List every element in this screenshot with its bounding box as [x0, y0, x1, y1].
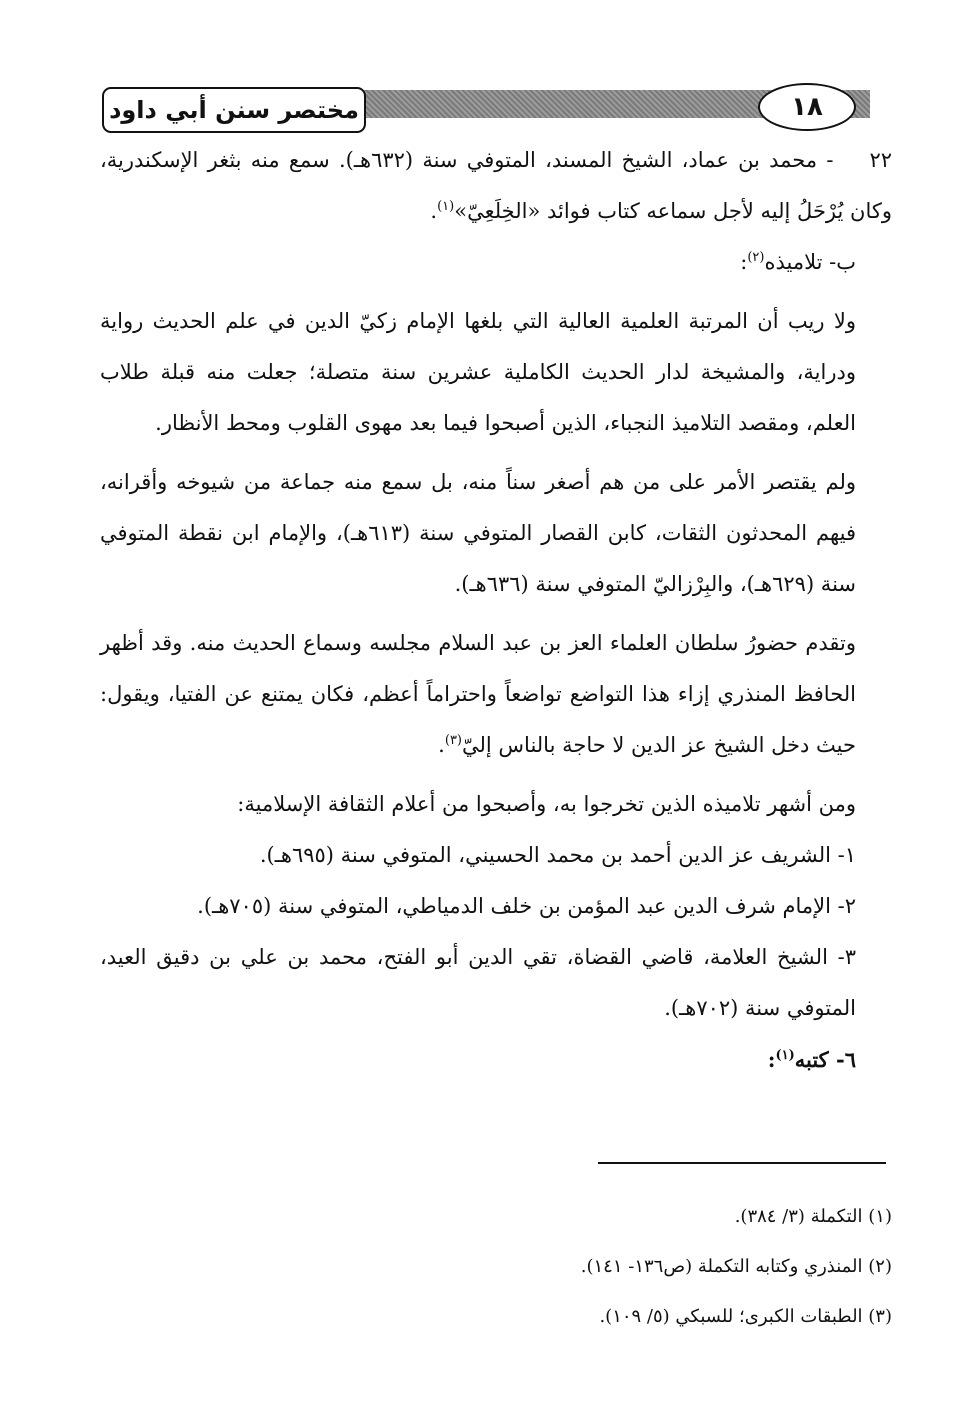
footnote-ref: (٣): [444, 733, 462, 748]
footnotes: [100, 1192, 892, 1342]
footnote-divider: [598, 1162, 886, 1164]
heading-text: ب- تلاميذه: [764, 250, 856, 274]
footnote-ref: (٢): [747, 250, 765, 265]
page-number-text: ١٨: [791, 92, 823, 122]
body-text: [100, 135, 892, 1085]
heading-end: :: [767, 1047, 776, 1072]
page-number: [758, 83, 856, 131]
list-item: ٢- الإمام شرف الدين عبد المؤمن بن خلف الدمياطي، المتوفي سنة (٧٠٥هـ).: [197, 894, 856, 918]
section-heading-books: [100, 1034, 892, 1085]
running-title: [102, 87, 366, 133]
paragraph-rank: ولا ريب أن المرتبة العلمية العالية التي بلغها الإمام زكيّ الدين في علم الحديث رواية ودراية، والمشيخة لدار الحديث الكاملية عشرين سنة متصلة؛ جعلت منه قبلة طلاب العلم، ومقصد التلاميذ النجباء، الذين أصبحوا فيما بعد مهوى القلوب ومحط الأنظار.: [100, 309, 856, 435]
paragraph-end: .: [430, 199, 438, 223]
paragraph-end: .: [438, 733, 445, 757]
footnote-item: (١) التكملة (٣/ ٣٨٤).: [734, 1206, 892, 1227]
footnote-ref: (١): [775, 1048, 795, 1063]
paragraph-izz: [100, 618, 892, 771]
footnote-ref: (١): [437, 199, 455, 214]
heading-end: :: [740, 250, 748, 274]
paragraph-item-22: [100, 135, 892, 237]
list-item: ٣- الشيخ العلامة، قاضي القضاة، تقي الدين أبو الفتح، محمد بن علي بن دقيق العيد، المتوفي سنة (٧٠٢هـ).: [100, 945, 856, 1020]
heading-text: ٦- كتبه: [794, 1047, 856, 1072]
paragraph-famous-students: ومن أشهر تلاميذه الذين تخرجوا به، وأصبحوا من أعلام الثقافة الإسلامية:: [237, 792, 856, 816]
footnote-item: (٣) الطبقات الكبرى؛ للسبكي (٥/ ١٠٩).: [599, 1306, 892, 1327]
paragraph-text: ٢٢- محمد بن عماد، الشيخ المسند، المتوفي سنة (٦٣٢هـ). سمع منه بثغر الإسكندرية، وكان يُرْحَلُ إليه لأجل سماعه كتاب فوائد «الخِلَعِيّ»: [100, 148, 892, 223]
list-item: ١- الشريف عز الدين أحمد بن محمد الحسيني، المتوفي سنة (٦٩٥هـ).: [259, 843, 856, 867]
paragraph-text: وتقدم حضورُ سلطان العلماء العز بن عبد السلام مجلسه وسماع الحديث منه. وقد أظهر الحافظ المنذري إزاء هذا التواضع تواضعاً واحتراماً أعظم، فكان يمتنع عن الفتيا، ويقول: حيث دخل الشيخ عز الدين لا حاجة بالناس إليّ: [100, 631, 856, 757]
running-title-text: مختصر سنن أبي داود: [109, 96, 359, 124]
section-heading-students: [100, 237, 892, 288]
paragraph-elders: ولم يقتصر الأمر على من هم أصغر سناً منه، بل سمع منه جماعة من شيوخه وأقرانه، فيهم المحدثون الثقات، كابن القصار المتوفي سنة (٦١٣هـ)، والإمام ابن نقطة المتوفي سنة (٦٢٩هـ)، والبِرْزاليّ المتوفي سنة (٦٣٦هـ).: [100, 470, 856, 596]
footnote-item: (٢) المنذري وكتابه التكملة (ص١٣٦- ١٤١).: [580, 1256, 892, 1277]
page-header: [0, 0, 955, 150]
